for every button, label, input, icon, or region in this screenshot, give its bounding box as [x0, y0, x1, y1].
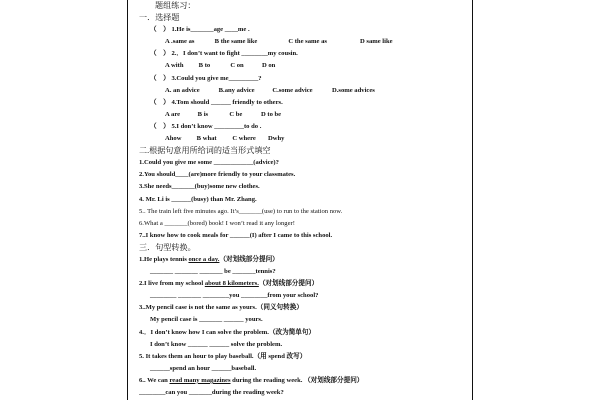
- transform-5-answer: ______spend an hour ______baseball.: [150, 364, 257, 372]
- section-2-title: 二.根据句意用所给词的适当形式填空: [139, 146, 271, 156]
- question-1: [139, 24, 468, 36]
- underlined-phrase: once a day.: [188, 255, 220, 263]
- option-a: A. an advice: [165, 86, 200, 94]
- option-d: Dwhy: [267, 135, 285, 143]
- question-4-options: [139, 109, 468, 121]
- fill-blank-4: 4. Mr. Li is ______(busy) than Mr. Zhang.: [139, 195, 257, 203]
- transform-1-question: 1.He plays tennis once a day.（对划线部分提问）: [139, 255, 279, 263]
- option-a: A are: [165, 110, 181, 118]
- fill-blank-3: 3.She needs_______(buy)some new clothes.: [139, 183, 260, 191]
- worksheet-title: 题组练习：: [155, 1, 196, 10]
- fill-blank-1: 1.Could you give me some ____________(advice)?: [139, 159, 279, 167]
- question-5: [139, 121, 468, 133]
- question-text: 4.Tom should ______ friendly to others.: [171, 98, 283, 106]
- option-d: D same like: [359, 38, 393, 46]
- answer-bracket: （ ）: [150, 98, 170, 106]
- option-c: C.some advice: [272, 86, 313, 94]
- option-b: B.any advice: [218, 86, 255, 94]
- fill-blank-5: 5.. The train left five minutes ago. It’s_______(use) to run to the station now.: [139, 207, 343, 215]
- option-c: C be: [229, 110, 243, 118]
- question-2: [139, 48, 468, 60]
- option-a: A with: [165, 62, 184, 70]
- question-3: [139, 73, 468, 85]
- answer-bracket: （ ）: [150, 122, 170, 130]
- option-a: A .same as: [165, 38, 195, 46]
- option-b: B what: [196, 135, 217, 143]
- question-4: [139, 97, 468, 109]
- question-5-options: [139, 133, 468, 145]
- answer-bracket: （ ）: [150, 26, 170, 34]
- question-text: 1.He is_______age ____me .: [171, 26, 250, 34]
- option-c: C on: [230, 62, 244, 70]
- answer-bracket: （ ）: [150, 74, 170, 82]
- option-b: B the same like: [214, 38, 258, 46]
- question-3-options: [139, 85, 468, 97]
- option-b: B to: [198, 62, 211, 70]
- worksheet-page: [127, 0, 473, 400]
- question-text: 3.Could you give me_________?: [171, 74, 262, 82]
- option-c: C where: [232, 135, 256, 143]
- fill-blank-7: 7..I know how to cook meals for ______(I) after I came to this school.: [139, 231, 333, 239]
- section-3-title: 三．句型转换。: [139, 242, 196, 252]
- transform-5-question: 5. It takes them an hour to play baseball.（用 spend 改写）: [139, 352, 307, 360]
- transform-3-question: 3..My pencil case is not the same as yours.（同义句转换）: [139, 304, 303, 312]
- option-c: C the same as: [288, 38, 327, 46]
- option-a: Ahow: [165, 135, 182, 143]
- fill-blank-2: 2.You should____(are)more friendly to your classmates.: [139, 171, 296, 179]
- question-text: 2.．I don’t want to fight ________my cousin.: [171, 50, 298, 58]
- option-d: D to be: [260, 110, 282, 118]
- transform-6-answer: ________can you _______during the reading week?: [139, 389, 284, 396]
- option-b: B is: [197, 110, 209, 118]
- question-1-options: [139, 36, 468, 48]
- section-1-title: 一．选择题: [139, 13, 180, 23]
- transform-2-answer: ________ _______ ________you ________from your school?: [150, 292, 319, 300]
- question-2-options: [139, 60, 468, 72]
- option-d: D.some advices: [331, 86, 375, 94]
- fill-blank-6: 6.What a _______(bored) book! I won’t read it any longer!: [139, 219, 295, 227]
- underlined-phrase: read many magazines: [169, 376, 231, 384]
- answer-bracket: （ ）: [150, 50, 170, 58]
- transform-3-answer: My pencil case is _______ ______ yours.: [150, 316, 263, 324]
- transform-6-question: 6.. We can read many magazines during the reading week. （对划线部分提问）: [139, 376, 364, 384]
- underlined-phrase: about 8 kilometers.: [204, 280, 259, 288]
- transform-2-question: 2.I live from my school about 8 kilometers.（对划线部分提问）: [139, 280, 319, 288]
- option-d: D on: [261, 62, 276, 70]
- question-text: 5.I don’t know _________to do .: [171, 122, 262, 130]
- transform-4-answer: I don’t know ______ ______ solve the problem.: [150, 340, 283, 348]
- transform-4-question: 4.．I don’t know how I can solve the problem.（改为简单句）: [139, 328, 316, 336]
- transform-1-answer: _______ _______ _______ be _______tennis?: [150, 268, 276, 276]
